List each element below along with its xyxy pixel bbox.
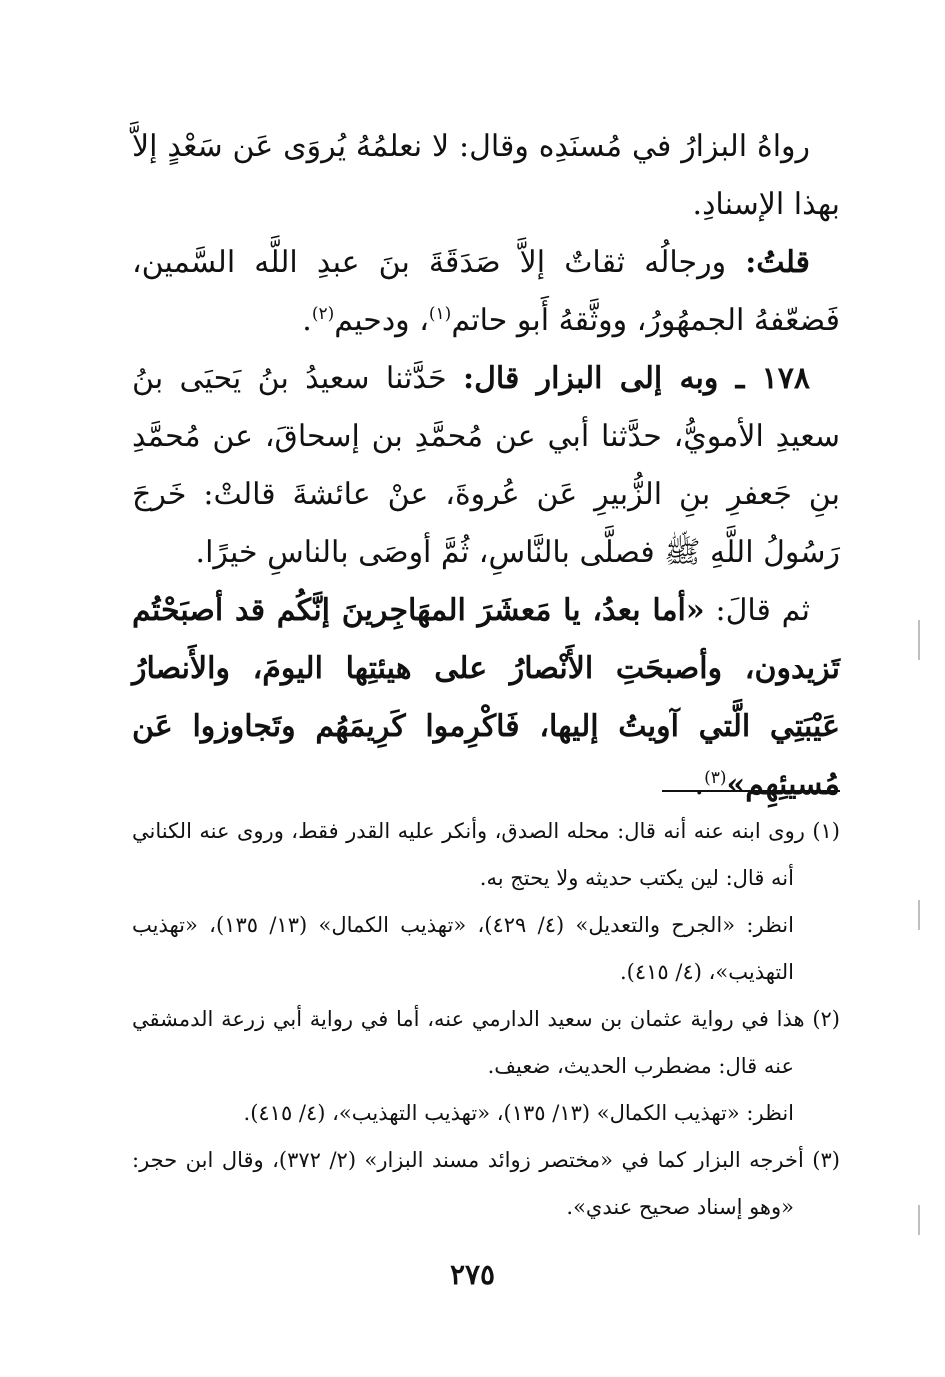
paragraph-2-text: ورجالُه ثقاتٌ إلاَّ صَدَقَةَ بنَ عبدِ اللَّه السَّمين، فَضعّفهُ الجمهُورُ، ووثَّقهُ أَبو حاتم	[132, 245, 840, 338]
paragraph-2	[132, 234, 840, 350]
paragraph-2-mid: ، ودحيم	[334, 303, 429, 338]
scan-edge-mark	[918, 900, 920, 930]
scan-edge-mark	[918, 1205, 920, 1235]
footnote-1-reference: انظر: «الجرح والتعديل» (٤/ ٤٢٩)، «تهذيب الكمال» (١٣/ ١٣٥)، «تهذيب التهذيب»، (٤/ ٤١٥).	[132, 913, 794, 984]
paragraph-3-text: حَدَّثنا سعيدُ بنُ يَحيَى بنُ سعيدِ الأمويُّ، حدَّثنا أبي عن مُحمَّدِ بن إسحاقَ، عن مُحمَّدِ بنِ جَعفرِ بنِ الزُّبيرِ عَن عُروةَ، عنْ عائشةَ قالتْ: خَرجَ رَسُولُ اللَّهِ ﷺ فصلَّى بالنَّاسِ، ثُمَّ أوصَى بالناسِ خيرًا.	[132, 361, 840, 570]
hadith-quote: «أما بعدُ، يا مَعشَرَ المهَاجِرينَ إنَّكُم قد أصبَحْتُم تَزيدون، وأصبحَتِ الأَنْصارُ على هيئتِها اليومَ، والأَنصارُ عَيْبَتِي الَّتي آويتُ إليها، فَاكْرِموا كَرِيمَهُم وتَجاوزوا عَن مُسيئِهِم»	[132, 593, 840, 802]
hadith-number-label: ١٧٨ ـ وبه إلى البزار قال:	[463, 361, 810, 396]
paragraph-3	[132, 350, 840, 582]
footnote-2: (٢) هذا في رواية عثمان بن سعيد الدارمي عنه، أما في رواية أبي زرعة الدمشقي عنه قال: مضطرب الحديث، ضعيف.	[132, 1007, 840, 1078]
paragraph-1-text: رواهُ البزارُ في مُسنَدِه وقال: لا نعلمُهُ يُروَى عَن سَعْدٍ إلاَّ بهذا الإسنادِ.	[132, 129, 840, 222]
qultu-label: قلتُ:	[745, 245, 810, 280]
footnote-separator	[662, 790, 840, 792]
scan-edge-mark	[918, 620, 920, 660]
main-text-block	[132, 118, 840, 814]
footnote-2-reference: انظر: «تهذيب الكمال» (١٣/ ١٣٥)، «تهذيب التهذيب»، (٤/ ٤١٥).	[243, 1101, 794, 1125]
paragraph-4	[132, 582, 840, 814]
paragraph-4-lead: ثم قالَ:	[704, 593, 810, 628]
paragraph-4-end: .	[694, 767, 705, 802]
footnote-ref-2: (٢)	[311, 304, 335, 324]
footnote-ref-1: (١)	[428, 304, 452, 324]
footnote-3: (٣) أخرجه البزار كما في «مختصر زوائد مسند البزار» (٢/ ٣٧٢)، وقال ابن حجر: «وهو إسناد صحيح عندي».	[132, 1148, 840, 1219]
footnote-ref-3: (٣)	[704, 768, 727, 788]
page-number: ٢٧٥	[449, 1258, 496, 1291]
paragraph-1	[132, 118, 840, 234]
footnote-1: (١) روى ابنه عنه أنه قال: محله الصدق، وأنكر عليه القدر فقط، وروى عنه الكناني أنه قال: لين يكتب حديثه ولا يحتج به.	[132, 819, 840, 890]
footnotes-block	[132, 808, 840, 1231]
paragraph-2-end: .	[302, 303, 312, 338]
